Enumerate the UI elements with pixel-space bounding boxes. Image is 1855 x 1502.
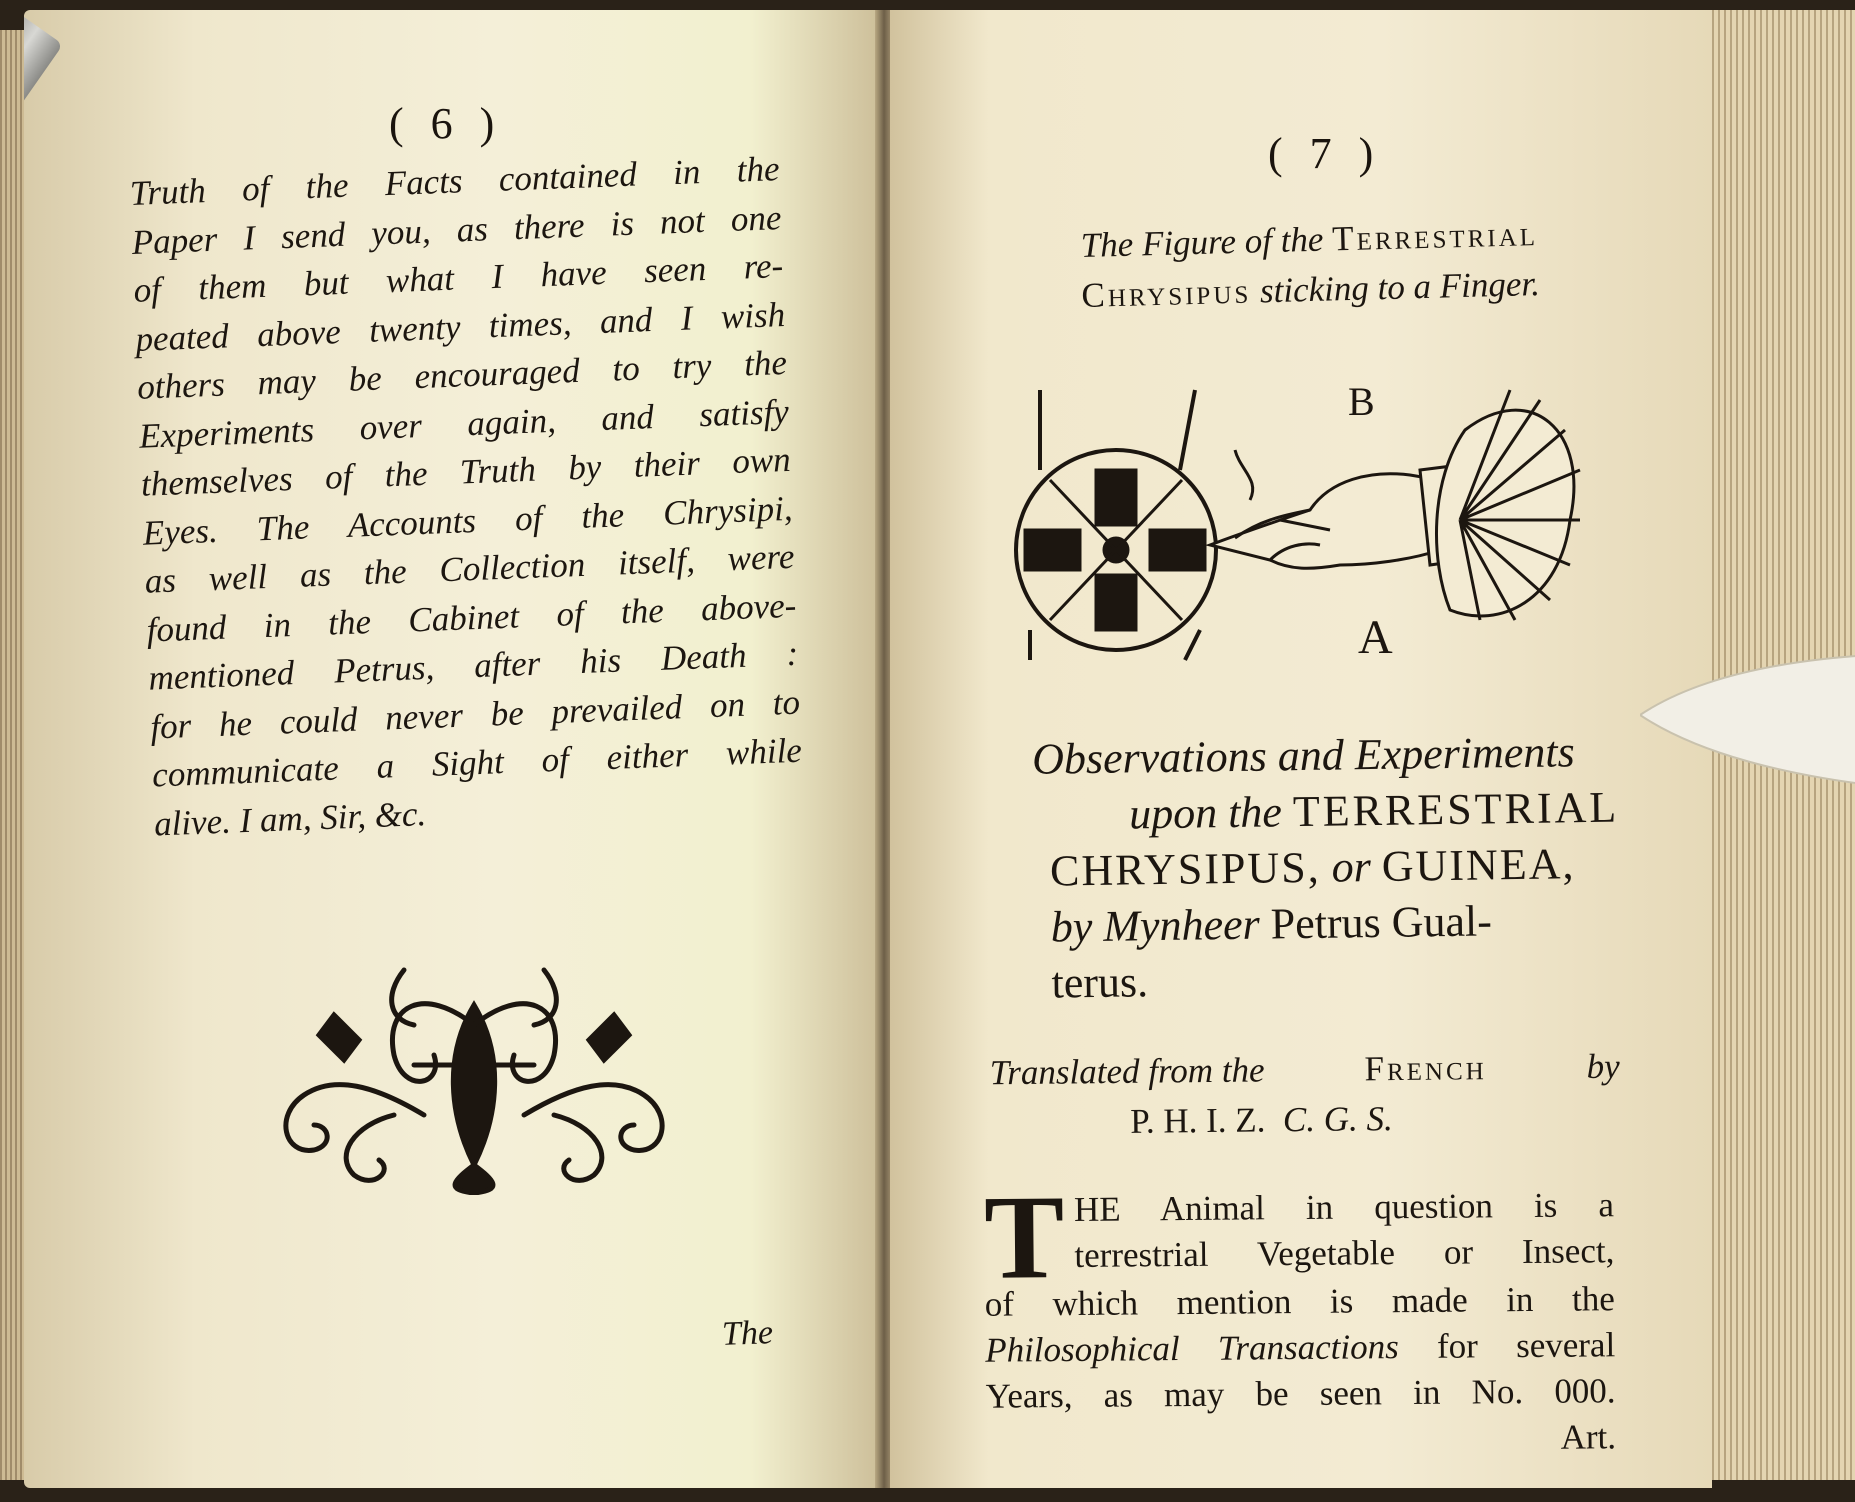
title-line: Observations and Experiments (1031, 727, 1576, 784)
text-line: of them but what I have seen re- (132, 245, 784, 310)
title-line: terus. (1051, 957, 1149, 1008)
drop-cap: T (983, 1170, 1065, 1304)
title-text: TERRESTRIAL (1292, 782, 1620, 837)
ribbon-bookmark-icon (24, 10, 63, 184)
caption-text: sticking to a Finger. (1259, 263, 1541, 311)
text-line: Experiments over again, and satisfy (138, 391, 790, 456)
text-line: Years, as may be seen in No. 000. (985, 1371, 1616, 1416)
title-text: or (1331, 842, 1372, 892)
credit-text: C. G. S. (1282, 1099, 1393, 1140)
text-line: of which mention is made in the (984, 1279, 1615, 1324)
title-text: CHRYSIPUS, (1049, 842, 1322, 896)
caption-text: Chrysipus (1080, 271, 1252, 315)
fleur-de-lis-ornament-icon (274, 965, 674, 1195)
page-number-right: ( 7 ) (1268, 129, 1382, 178)
right-page-body (983, 1170, 1617, 1465)
credit-text: by (1586, 1046, 1620, 1087)
title-text: Mynheer (1102, 899, 1261, 951)
title-text: GUINEA, (1381, 839, 1576, 891)
credit-text: French (1364, 1048, 1487, 1089)
credit-text: P. H. I. Z. (1130, 1100, 1266, 1141)
page-number-left: ( 6 ) (389, 99, 503, 148)
text-line: Eyes. The Accounts of the Chrysipi, (142, 488, 794, 553)
text-line: peated above twenty times, and I wish (134, 294, 786, 359)
credit-text: Translated from the (989, 1050, 1265, 1093)
text-line: found in the Cabinet of the above- (145, 585, 797, 650)
caption-text: Terrestrial (1331, 214, 1539, 259)
title-text: Petrus Gual- (1270, 896, 1493, 949)
text-line: terrestrial Vegetable or Insect, (1074, 1231, 1615, 1275)
text-line: alive. I am, Sir, &c. (153, 793, 427, 844)
catchword-left: The (721, 1314, 774, 1353)
title-text: by (1050, 901, 1093, 952)
text-line: themselves of the Truth by their own (140, 439, 792, 504)
text-line: for he could never be prevailed on to (149, 682, 801, 747)
figure-label-a: A (1358, 611, 1393, 664)
bookmark-tab-icon (1640, 655, 1855, 785)
figure-label-b: B (1348, 379, 1375, 424)
text-span: Philosophical Transactions (985, 1327, 1399, 1370)
left-page (24, 10, 879, 1488)
left-page-text (129, 145, 805, 848)
article-title (983, 724, 1627, 1013)
hand-touching-coin-illustration-icon (1010, 370, 1590, 670)
title-text: upon the (1128, 787, 1283, 839)
text-line: as well as the Collection itself, were (144, 536, 796, 601)
text-line: mentioned Petrus, after his Death : (147, 633, 799, 698)
catchword-right: Art. (1560, 1417, 1617, 1457)
text-line: communicate a Sight of either while (151, 730, 803, 795)
figure-caption (994, 207, 1626, 323)
translator-credit (989, 1042, 1620, 1149)
caption-text: The Figure of the (1080, 219, 1324, 265)
text-line: Paper I send you, as there is not one (131, 197, 783, 262)
text-line: others may be encouraged to try the (136, 342, 788, 407)
text-line: HE Animal in question is a (1073, 1185, 1615, 1229)
text-line: Truth of the Facts contained in the (129, 149, 781, 213)
text-span: for several (1436, 1325, 1616, 1366)
